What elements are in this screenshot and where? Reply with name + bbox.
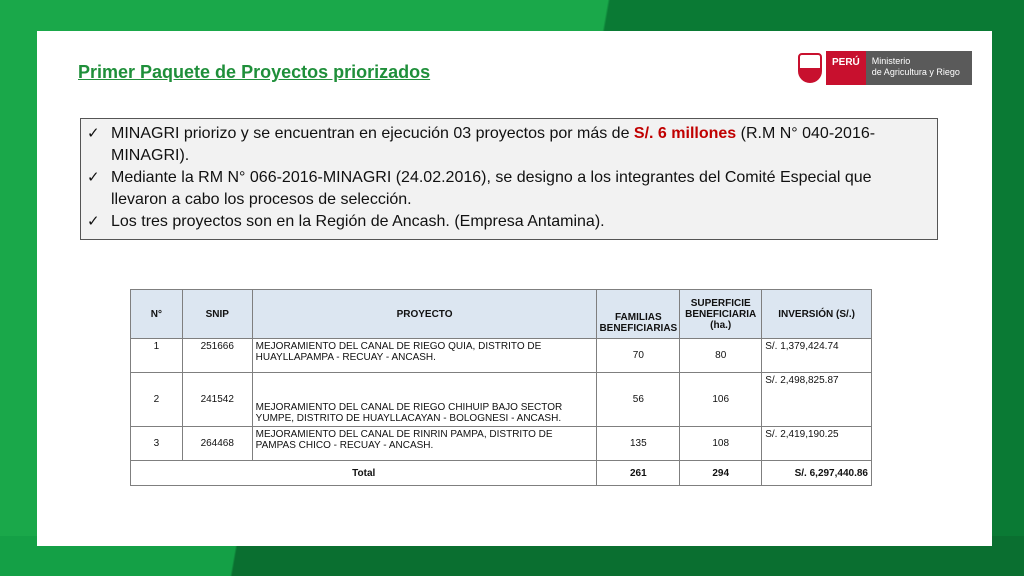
- cell-n: 3: [131, 427, 183, 461]
- check-icon: ✓: [87, 125, 100, 142]
- projects-table: [130, 289, 872, 486]
- bullet-item: [87, 167, 927, 211]
- cell-familias: 56: [597, 373, 680, 427]
- cell-n: 2: [131, 373, 183, 427]
- bullet-text: MINAGRI priorizo y se encuentran en ejecución 03 proyectos por más de: [111, 125, 634, 142]
- bullet-box: [80, 118, 938, 240]
- total-inversion: S/. 6,297,440.86: [762, 461, 872, 486]
- table-row: [131, 427, 872, 461]
- cell-snip: 241542: [182, 373, 252, 427]
- total-label: Total: [131, 461, 597, 486]
- page-title: Primer Paquete de Proyectos priorizados: [78, 62, 431, 82]
- cell-proyecto: MEJORAMIENTO DEL CANAL DE RIEGO CHIHUIP BAJO SECTOR YUMPE, DISTRITO DE HUAYLLACAYAN - BOLOGNESI - ANCASH.: [252, 373, 597, 427]
- bullet-highlight: S/. 6 millones: [633, 125, 737, 142]
- cell-inversion: S/. 2,498,825.87: [762, 373, 872, 427]
- cell-familias: 135: [597, 427, 680, 461]
- check-icon: ✓: [87, 169, 100, 186]
- cell-inversion: S/. 1,379,424.74: [762, 339, 872, 373]
- cell-proyecto: MEJORAMIENTO DEL CANAL DE RINRIN PAMPA, DISTRITO DE PAMPAS CHICO - RECUAY - ANCASH.: [252, 427, 597, 461]
- ministry-logo: [798, 51, 972, 85]
- slide-content: [37, 31, 992, 546]
- coat-of-arms-icon: [798, 53, 822, 83]
- total-superficie: 294: [680, 461, 762, 486]
- cell-familias: 70: [597, 339, 680, 373]
- cell-superficie: 80: [680, 339, 762, 373]
- header-superficie: SUPERFICIE BENEFICIARIA (ha.): [680, 290, 762, 339]
- header-proyecto: PROYECTO: [252, 290, 597, 339]
- cell-superficie: 106: [680, 373, 762, 427]
- table-row: [131, 339, 872, 373]
- bullet-text: Los tres proyectos son en la Región de Ancash. (Empresa Antamina).: [111, 213, 605, 230]
- bullet-list: [87, 123, 927, 233]
- total-familias: 261: [597, 461, 680, 486]
- header-n: N°: [131, 290, 183, 339]
- header-inversion: INVERSIÓN (S/.): [762, 290, 872, 339]
- logo-ministry: [866, 51, 972, 85]
- logo-country: PERÚ: [826, 51, 866, 85]
- cell-n: 1: [131, 339, 183, 373]
- cell-inversion: S/. 2,419,190.25: [762, 427, 872, 461]
- cell-snip: 264468: [182, 427, 252, 461]
- check-icon: ✓: [87, 213, 100, 230]
- bullet-text: (R.M N° 040-2016-MINAGRI).: [111, 125, 876, 164]
- header-familias: FAMILIAS BENEFICIARIAS: [597, 290, 680, 339]
- logo-ministry-line1: Ministerio: [871, 56, 911, 66]
- table-row: [131, 373, 872, 427]
- header-snip: SNIP: [182, 290, 252, 339]
- bullet-item: [87, 211, 927, 233]
- cell-proyecto: MEJORAMIENTO DEL CANAL DE RIEGO QUIA, DISTRITO DE HUAYLLAPAMPA - RECUAY - ANCASH.: [252, 339, 597, 373]
- table-total-row: [131, 461, 872, 486]
- table-header-row: [131, 290, 872, 339]
- bullet-text: Mediante la RM N° 066-2016-MINAGRI (24.02.2016), se designo a los integrantes del Comité Especial que llevaron a cabo los procesos de selección.: [111, 169, 872, 208]
- logo-ministry-line2: de Agricultura y Riego: [871, 67, 960, 77]
- bullet-item: [87, 123, 927, 167]
- cell-superficie: 108: [680, 427, 762, 461]
- cell-snip: 251666: [182, 339, 252, 373]
